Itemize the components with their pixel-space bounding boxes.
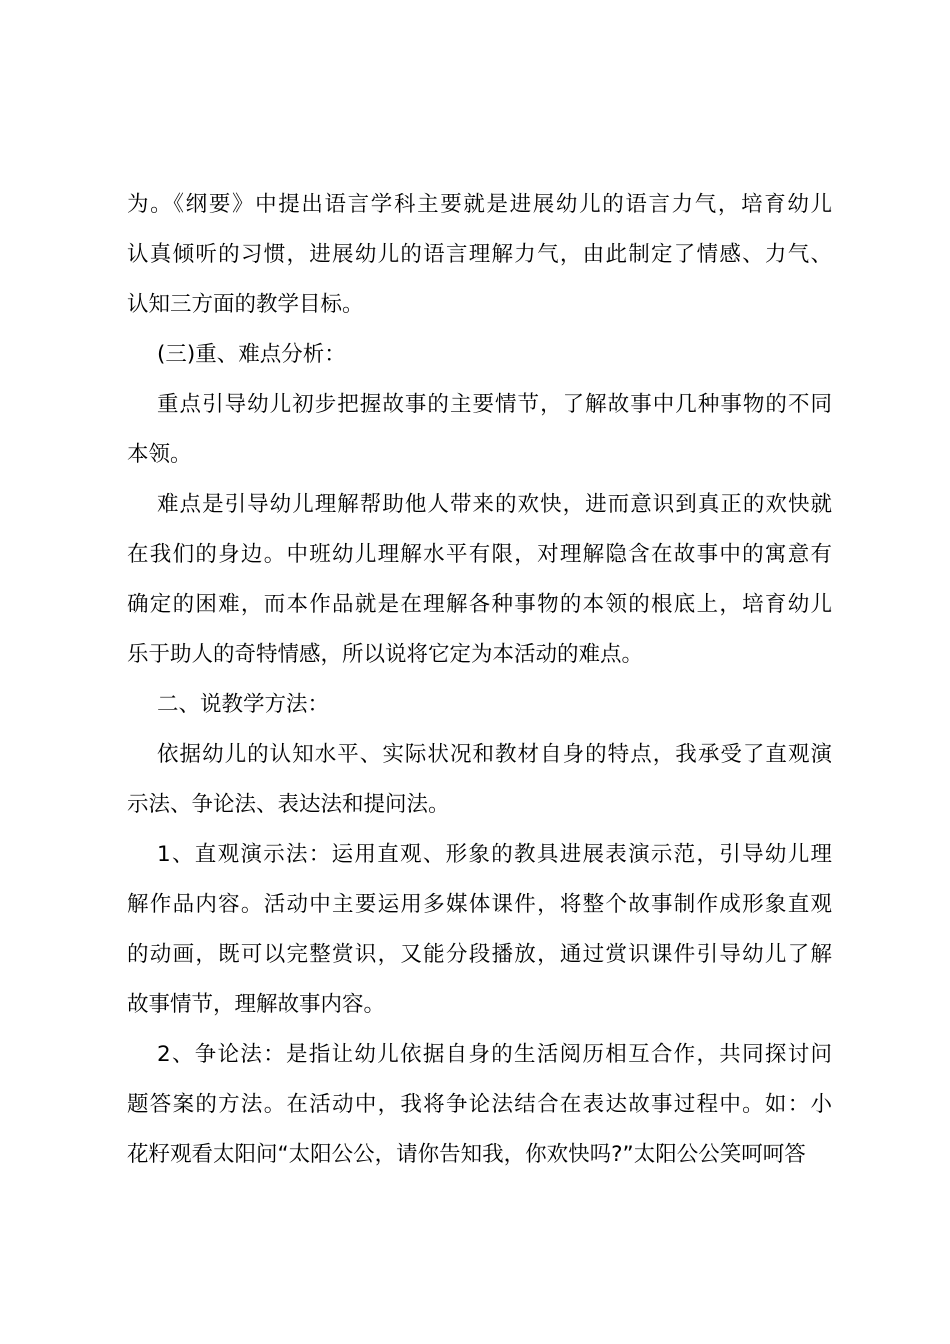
- paragraph: [127, 480, 832, 680]
- text-line: 难点是引导幼儿理解帮助他人带来的欢快，进而意识到真正的欢快就: [157, 492, 832, 517]
- text-line: 示法、争论法、表达法和提问法。: [127, 792, 450, 817]
- text-line: 二、说教学方法：: [157, 692, 330, 717]
- text-line: 确定的困难，而本作品就是在理解各种事物的本领的根底上，培育幼儿: [127, 592, 832, 617]
- text-line: 花籽观看太阳问“太阳公公，请你告知我，你欢快吗?”太阳公公笑呵呵答: [127, 1142, 806, 1167]
- text-line: 为。《纲要》中提出语言学科主要就是进展幼儿的语言力气，培育幼儿: [127, 192, 832, 217]
- paragraph: [127, 180, 832, 330]
- paragraph: [127, 1030, 832, 1180]
- paragraph: [127, 680, 832, 730]
- text-line: 2、争论法：是指让幼儿依据自身的生活阅历相互合作，共同探讨问: [157, 1042, 832, 1067]
- paragraph: [127, 730, 832, 830]
- paragraph: [127, 830, 832, 1030]
- text-line: 在我们的身边。中班幼儿理解水平有限，对理解隐含在故事中的寓意有: [127, 542, 832, 567]
- text-line: 重点引导幼儿初步把握故事的主要情节，了解故事中几种事物的不同: [157, 392, 832, 417]
- text-line: 认真倾听的习惯，进展幼儿的语言理解力气，由此制定了情感、力气、: [127, 242, 832, 267]
- document-page: [127, 180, 832, 1180]
- text-line: 题答案的方法。在活动中，我将争论法结合在表达故事过程中。如：小: [127, 1092, 832, 1117]
- paragraph: [127, 330, 832, 380]
- text-line: 依据幼儿的认知水平、实际状况和教材自身的特点，我承受了直观演: [157, 742, 832, 767]
- text-line: 的动画，既可以完整赏识，又能分段播放，通过赏识课件引导幼儿了解: [127, 942, 832, 967]
- text-line: 认知三方面的教学目标。: [127, 292, 364, 317]
- paragraph: [127, 380, 832, 480]
- text-line: (三)重、难点分析：: [157, 342, 346, 367]
- text-line: 解作品内容。活动中主要运用多媒体课件，将整个故事制作成形象直观: [127, 892, 832, 917]
- text-line: 故事情节，理解故事内容。: [127, 992, 386, 1017]
- text-line: 本领。: [127, 442, 192, 467]
- text-line: 乐于助人的奇特情感，所以说将它定为本活动的难点。: [127, 642, 644, 667]
- text-line: 1、直观演示法：运用直观、形象的教具进展表演示范，引导幼儿理: [157, 842, 832, 867]
